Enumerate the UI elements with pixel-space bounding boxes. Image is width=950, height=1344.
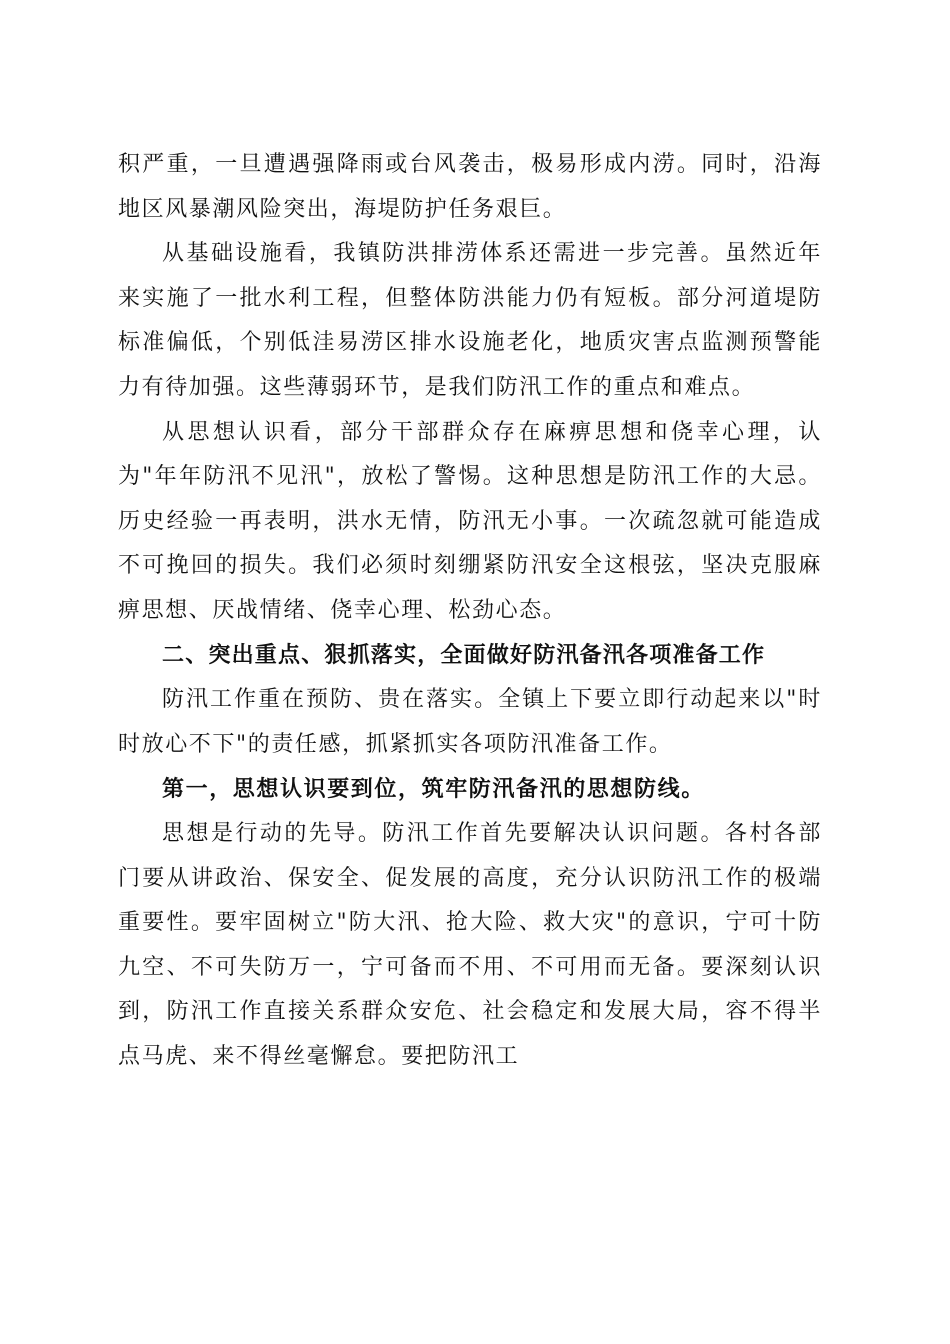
sub-heading-first: 第一，思想认识要到位，筑牢防汛备汛的思想防线。 xyxy=(162,776,705,803)
paragraph-section-intro: 防汛工作重在预防、贵在落实。全镇上下要立即行动起来以"时时放心不下"的责任感，抓紧抓实各项防汛准备工作。 xyxy=(118,687,822,757)
document-body xyxy=(118,143,822,1079)
paragraph-thinking: 思想是行动的先导。防汛工作首先要解决认识问题。各村各部门要从讲政治、保安全、促发展的高度，充分认识防汛工作的极端重要性。要牢固树立"防大汛、抢大险、救大灾"的意识，宁可十防九空、不可失防万一，宁可备而不用、不可用而无备。要深刻认识到，防汛工作直接关系群众安危、社会稳定和发展大局，容不得半点马虎、来不得丝毫懈怠。要把防汛工 xyxy=(118,820,822,1069)
paragraph-continued: 积严重，一旦遭遇强降雨或台风袭击，极易形成内涝。同时，沿海地区风暴潮风险突出，海堤防护任务艰巨。 xyxy=(118,152,822,222)
paragraph-infrastructure: 从基础设施看，我镇防洪排涝体系还需进一步完善。虽然近年来实施了一批水利工程，但整体防洪能力仍有短板。部分河道堤防标准偏低，个别低洼易涝区排水设施老化，地质灾害点监测预警能力有待加强。这些薄弱环节，是我们防汛工作的重点和难点。 xyxy=(118,241,822,400)
section-heading-2: 二、突出重点、狠抓落实，全面做好防汛备汛各项准备工作 xyxy=(162,642,766,668)
paragraph-awareness: 从思想认识看，部分干部群众存在麻痹思想和侥幸心理，认为"年年防汛不见汛"，放松了警惕。这种思想是防汛工作的大忌。历史经验一再表明，洪水无情，防汛无小事。一次疏忽就可能造成不可挽回的损失。我们必须时刻绷紧防汛安全这根弦，坚决克服麻痹思想、厌战情绪、侥幸心理、松劲心态。 xyxy=(118,419,822,623)
